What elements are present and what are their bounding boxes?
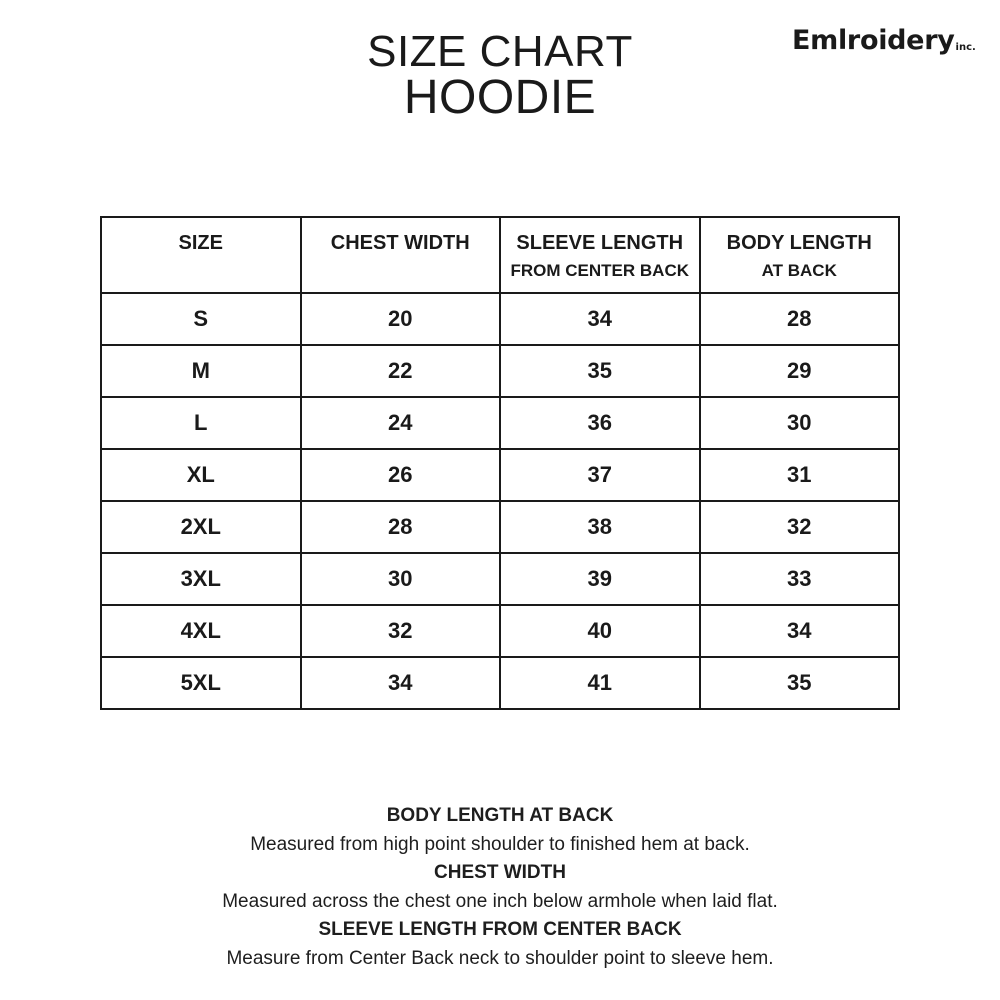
column-header-label: SLEEVE LENGTH [516, 232, 684, 254]
size-cell: 3XL [101, 553, 301, 605]
measurement-cell: 36 [500, 397, 700, 449]
table-row [101, 397, 899, 449]
measurement-cell: 32 [301, 605, 501, 657]
table-row [101, 345, 899, 397]
measurement-cell: 29 [700, 345, 900, 397]
measurement-cell: 34 [301, 657, 501, 709]
measurement-cell: 24 [301, 397, 501, 449]
column-header-label: BODY LENGTH [726, 232, 872, 254]
size-cell: L [101, 397, 301, 449]
column-header-sublabel: AT BACK [761, 261, 837, 280]
table-row [101, 501, 899, 553]
table-row [101, 293, 899, 345]
measurement-cell: 38 [500, 501, 700, 553]
note-heading-body-length: BODY LENGTH AT BACK [386, 805, 614, 826]
column-header-size [101, 217, 301, 293]
size-chart-table [100, 216, 900, 710]
page-title: SIZE CHART [367, 27, 633, 76]
note-heading-chest-width: CHEST WIDTH [434, 862, 566, 883]
measurement-cell: 41 [500, 657, 700, 709]
size-cell: 2XL [101, 501, 301, 553]
table-row [101, 605, 899, 657]
measurement-cell: 39 [500, 553, 700, 605]
table-row [101, 449, 899, 501]
note-text-sleeve-length: Measure from Center Back neck to shoulder point to sleeve hem. [226, 948, 774, 969]
table-row [101, 657, 899, 709]
brand-logo [792, 26, 976, 70]
note-text-chest-width: Measured across the chest one inch below armhole when laid flat. [222, 891, 778, 912]
column-header-label: SIZE [178, 232, 223, 254]
table-row [101, 553, 899, 605]
measurement-cell: 28 [301, 501, 501, 553]
size-cell: S [101, 293, 301, 345]
page-subtitle: HOODIE [403, 71, 597, 124]
measurement-cell: 30 [301, 553, 501, 605]
measurement-cell: 20 [301, 293, 501, 345]
note-heading-sleeve-length: SLEEVE LENGTH FROM CENTER BACK [318, 919, 682, 940]
measurement-cell: 32 [700, 501, 900, 553]
column-header-sublabel: FROM CENTER BACK [510, 261, 689, 280]
measurement-cell: 34 [700, 605, 900, 657]
logo-wordmark: Emlroidery [792, 25, 955, 56]
measurement-cell: 22 [301, 345, 501, 397]
column-header-chest-width [301, 217, 501, 293]
measurement-notes [0, 802, 1000, 973]
table-header-row [101, 217, 899, 293]
size-cell: 5XL [101, 657, 301, 709]
table-body [101, 293, 899, 709]
size-cell: M [101, 345, 301, 397]
size-cell: XL [101, 449, 301, 501]
measurement-cell: 40 [500, 605, 700, 657]
logo-suffix: inc. [955, 42, 976, 53]
measurement-cell: 35 [500, 345, 700, 397]
size-cell: 4XL [101, 605, 301, 657]
measurement-cell: 34 [500, 293, 700, 345]
note-text-body-length: Measured from high point shoulder to finished hem at back. [250, 834, 750, 855]
column-header-body-length [700, 217, 900, 293]
column-header-sleeve-length [500, 217, 700, 293]
column-header-label: CHEST WIDTH [330, 232, 470, 254]
measurement-cell: 31 [700, 449, 900, 501]
measurement-cell: 35 [700, 657, 900, 709]
measurement-cell: 33 [700, 553, 900, 605]
measurement-cell: 28 [700, 293, 900, 345]
measurement-cell: 30 [700, 397, 900, 449]
measurement-cell: 26 [301, 449, 501, 501]
measurement-cell: 37 [500, 449, 700, 501]
